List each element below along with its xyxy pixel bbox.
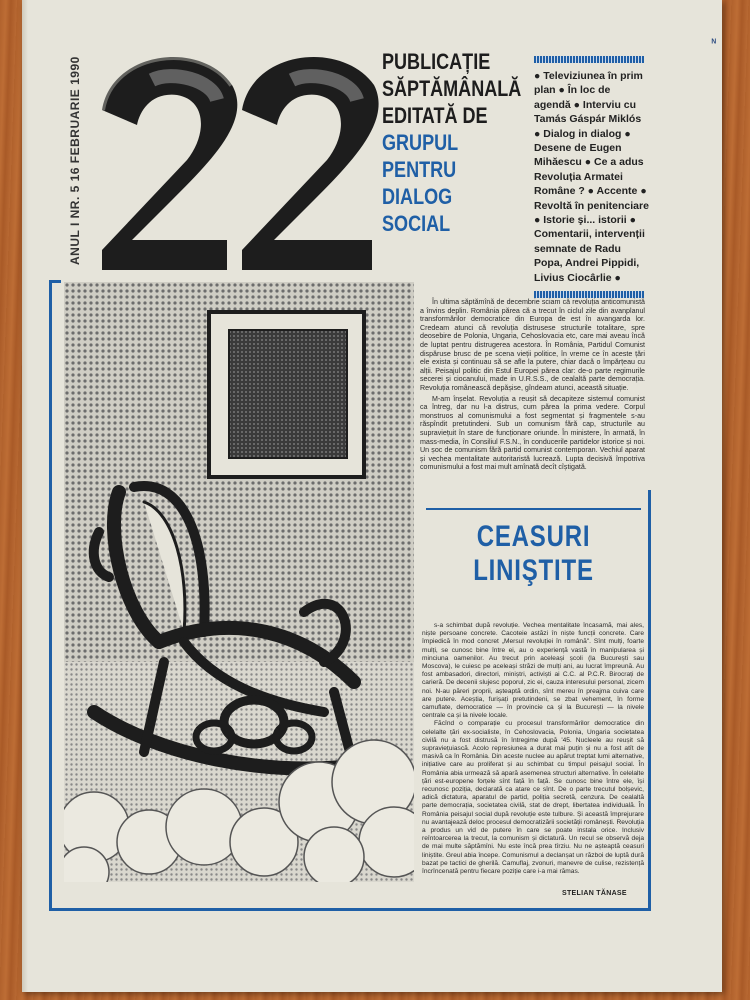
rocking-chair-illustration — [64, 282, 414, 882]
picture-frame — [209, 312, 364, 477]
headline-line-2: LINIŞTITE — [473, 554, 594, 587]
newspaper-page — [22, 0, 722, 992]
headline-block — [426, 508, 641, 613]
corner-mark: ᴺ — [711, 38, 716, 49]
publisher-line-2: PENTRU DIALOG — [382, 157, 457, 209]
author-byline: STELIAN TĂNASE — [562, 890, 627, 897]
article-body — [422, 622, 644, 876]
masthead-logo — [92, 40, 392, 280]
intro-paragraph-1: În ultima săptămînă de decembrie sciam că revoluția anticomunistă a învins deplin. România părea că a trecut în ciclul zile din avanplanul transformărilor democratice din Europa de est în avangarda lor. Credeam atunci că revoluția distrusese structurile totalitare, spre deosebire de Polonia, Ungaria, Cehoslovacia etc, care mai aveau încă de luptat pentru distrugerea acestora. În România, Partidul Comunist dispăruse brusc de pe scena vieții politice, în vreme ce în aceste țări ele exista și continuau să se afle la putere, chiar dacă o împărțeau cu alții. Peisajul politic din Estul Europei părea clar: de-o parte regimurile secerei și ciocanului, made in U.R.S.S., de cealaltă parte democrația. Revoluția românească depășise, gîndeam atunci, această situație. — [420, 298, 645, 392]
body-paragraph-2: Făcînd o comparație cu procesul transformărilor democratice din celelalte țări ex-socialiste, în Cehoslovacia, Polonia, Ungaria societatea civilă nu a fost distrusă în întregime după '45. Nucleele au reușit să supraviețuiască. Acolo represiunea a durat mai puțin și nu a fost atît de masivă ca în România. Din aceste nuclee au apărut treptat lumi alternative, inițiative care au proliferat și au schimbat cu timpul peisajul social. În România abia urmează să apară asemenea structuri alternative. În celelalte țări est-europene forțele sînt față în față. Se cunosc bine între ele, își recunosc poziția, declarată ca atare ce sînt. De o parte trecutul bolșevic, adică dictatura, aparatul de partid, poliția secretă, cenzura. De cealaltă parte democrația, societatea civilă, stat de drept, libertatea individuală. În România peisajul social după revoluție este tulbure. Și această împrejurare nu avantajează deloc procesul democratizării societății românești. Revoluția a produs un vid de putere în care se poate instala orice. Inclusiv reîntoarcerea la trecut, la comunism și dictatură. Un recul se observă deja de mai multe săptămîni. Nu este încă prea tîrziu. Nu ne așteaptă ceasuri liniștite. Greul abia începe. Comunismul a declanșat un război de luptă dură bazat pe tactici de gherilă. Camuflaj, zvonuri, manevre de culise, rezistență încrîncenată pentru fiecare poziție care i-a mai rămas. — [422, 720, 644, 876]
body-paragraph-1: s-a schimbat după revoluție. Vechea mentalitate încasamă, mai ales, niște persoane concrete. Cacoteie astăzi în niște funcții concrete. Care împiedică în mod concret „Mersul revoluției în română". Sînt mulți, foarte mulți, se cunosc bine între ei, au o experiență vastă în manipularea și minciuna oamenilor. Au trecut prin aceleași școli (la București sau Moscova), le cuiesc pe aceleași străzi de mulți ani, au lucrat împreună. Au fost ambasadori, directori, miniștri, activiști ai C.C. al P.C.R. Birocrați de carieră. De decenii slujesc poporul, zic ei, cauza interesului personal, zicem noi. N-au păreri proprii, așteaptă ordin, sînt mereu în preajma cuiva care are putere. Aceștia, furișați pretutindeni, se zbat vehement, în forme camuflate, democratice — în provincie ca și la București — la nivele centrale ca și la nivele locale. — [422, 622, 644, 720]
paper-edge — [22, 0, 28, 992]
issue-info: ANUL I NR. 5 16 FEBRUARIE 1990 — [68, 56, 82, 265]
masthead-subtitle — [382, 48, 532, 237]
table-of-contents — [534, 56, 650, 298]
frame-line-bottom — [49, 908, 651, 911]
contents-text: ● Televiziunea în prim plan ● În loc de agendă ● Interviu cu Tamás Gáspár Miklós ● Dialog in dialog ● Desene de Eugen Mihăescu ● Ce a adus Revoluția Armatei Române ? ● Accente ● Revoltă în penitenciare ● Istorie şi... istorii ● Comentarii, intervenții semnate de Radu Popa, Andrei Pippidi, Livius Ciocârlie ● — [534, 70, 649, 284]
logo-22-graphic — [92, 40, 392, 280]
publisher-line-1: GRUPUL — [382, 130, 459, 155]
publisher-line-3: SOCIAL — [382, 211, 451, 236]
frame-line-left — [49, 280, 52, 910]
subtitle-line-3: EDITATĂ DE — [382, 103, 488, 128]
headline-line-1: CEASURI — [476, 520, 591, 553]
subtitle-line-1: PUBLICAȚIE — [382, 49, 491, 74]
headline-rule — [426, 508, 641, 510]
contents-top-bar — [534, 56, 644, 63]
subtitle-line-2: SĂPTĂMÂNALĂ — [382, 76, 522, 101]
frame-line-right — [648, 490, 651, 911]
illustration-graphic — [64, 282, 414, 882]
intro-column — [420, 298, 645, 474]
intro-paragraph-2: M-am înșelat. Revoluția a reușit să decapiteze sistemul comunist ca întreg, dar nu l-a distrus, cum părea la prima vedere. Corpul monstruos al comunismului a fost segmentat și fragmentele s-au răspîndit pretutindeni. Sub un comunism fără cap, structurile au supraviețuit în stare de funcționare oriunde. În ministere, în armată, în mass-media, în Consiliul F.S.N., în conducerile partidelor istorice și noi. Un șoc de comunism fără partid comunist contemporan. Vechiul aparat și vechea mentalitate autoritaristă lucrează. Lupta decisivă împotriva comunismului a fost mai mult amînată decît cîștigată. — [420, 394, 645, 472]
